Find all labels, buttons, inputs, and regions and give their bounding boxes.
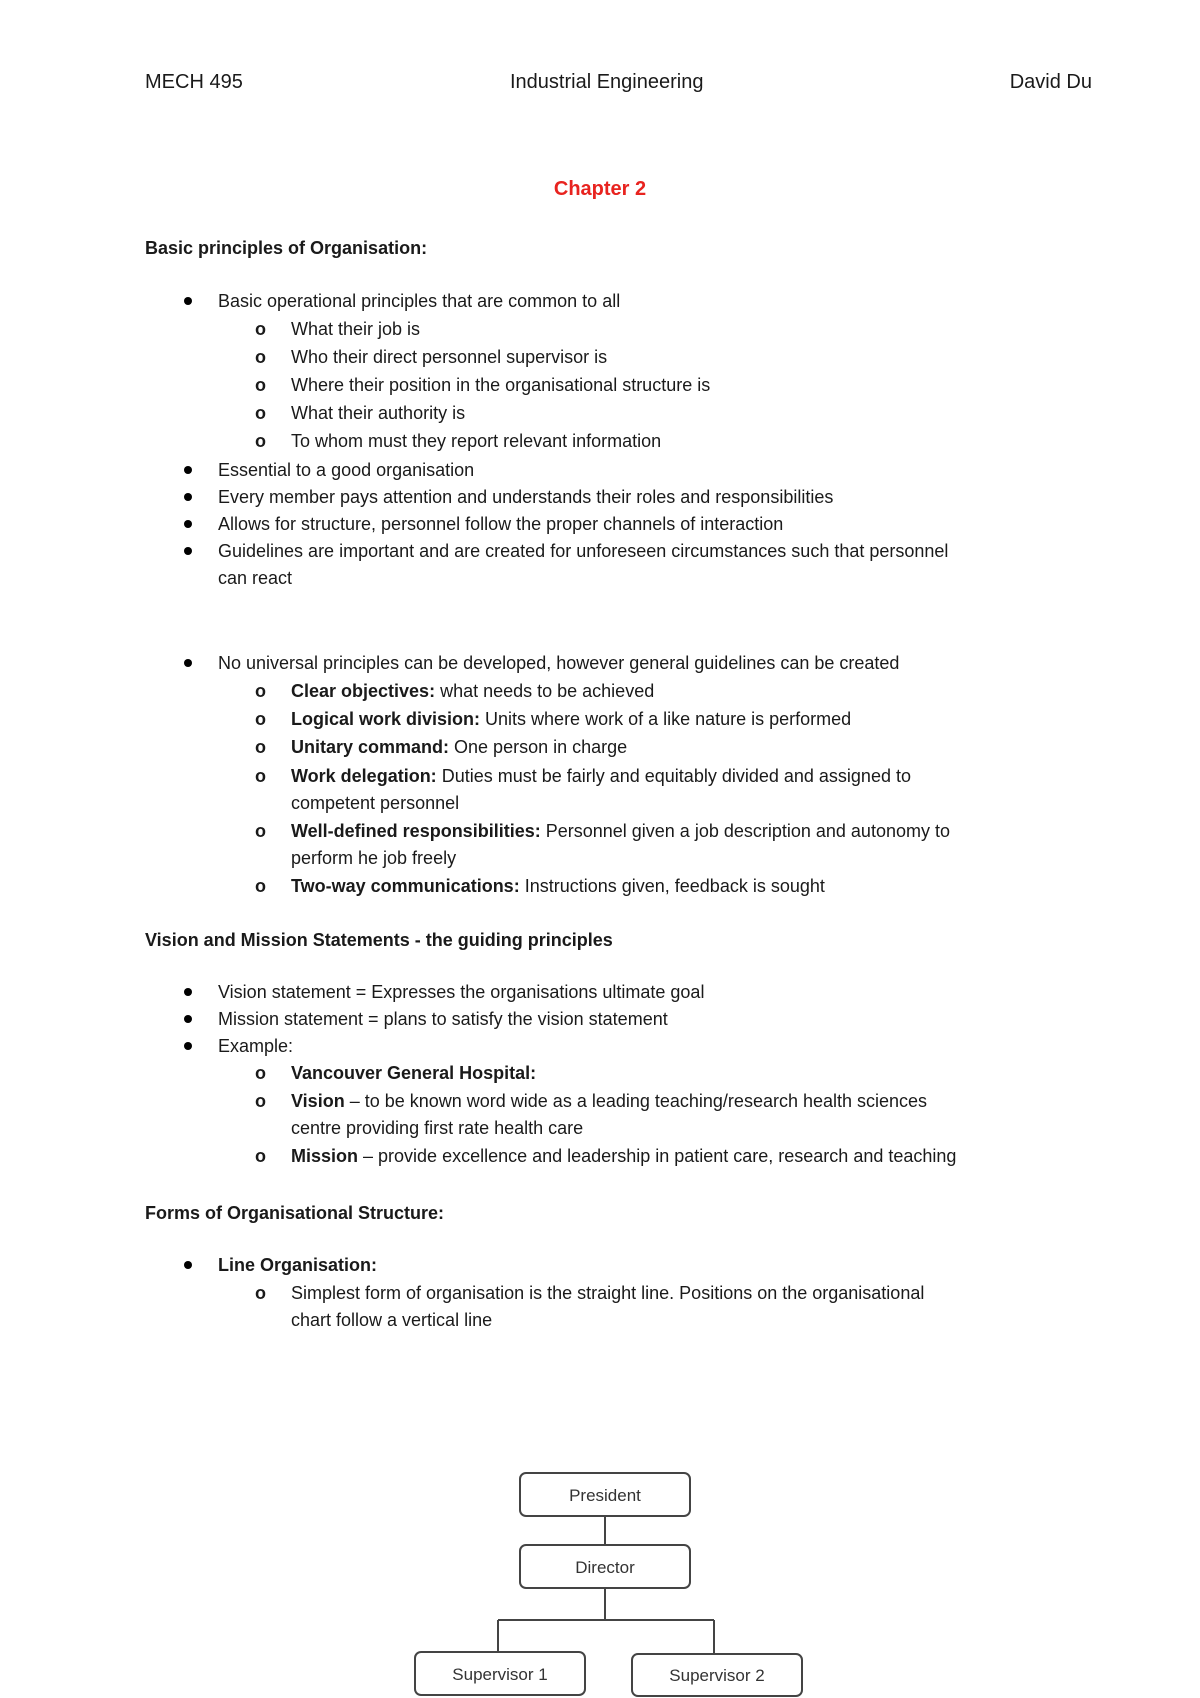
- list-item: Line Organisation:: [218, 1255, 378, 1275]
- sub-bullet-marker: o: [255, 403, 266, 423]
- header-subject: Industrial Engineering: [510, 71, 704, 93]
- header-course: MECH 495: [145, 71, 243, 93]
- sub-list-item-continuation: perform he job freely: [291, 848, 457, 868]
- org-node-president: President: [569, 1486, 641, 1505]
- sub-list-item: Where their position in the organisational structure is: [291, 375, 711, 395]
- section-heading-forms: Forms of Organisational Structure:: [145, 1203, 445, 1223]
- sub-list-item-continuation: chart follow a vertical line: [291, 1310, 493, 1330]
- sub-bullet-marker: o: [255, 375, 266, 395]
- list-item-continuation: can react: [218, 568, 293, 588]
- sub-list-item: Clear objectives: what needs to be achieved: [291, 681, 655, 701]
- sub-list-item: Who their direct personnel supervisor is: [291, 347, 608, 367]
- sub-bullet-marker: o: [255, 1091, 266, 1111]
- list-item: Example:: [218, 1036, 294, 1056]
- sub-list-item: What their job is: [291, 319, 421, 339]
- sub-bullet-marker: o: [255, 1063, 266, 1083]
- sub-bullet-marker: o: [255, 431, 266, 451]
- list-item: Every member pays attention and understands their roles and responsibilities: [218, 487, 834, 507]
- sub-bullet-marker: o: [255, 1283, 266, 1303]
- sub-list-item: Mission – provide excellence and leadership in patient care, research and teaching: [291, 1146, 957, 1166]
- list-item: Vision statement = Expresses the organisations ultimate goal: [218, 982, 705, 1002]
- sub-list-item: Work delegation: Duties must be fairly and equitably divided and assigned to: [291, 766, 911, 786]
- sub-bullet-marker: o: [255, 766, 266, 786]
- org-node-supervisor-1: Supervisor 1: [452, 1665, 548, 1684]
- sub-list-item-continuation: centre providing first rate health care: [291, 1118, 584, 1138]
- sub-bullet-marker: o: [255, 821, 266, 841]
- list-item: No universal principles can be developed, however general guidelines can be created: [218, 653, 900, 673]
- org-node-supervisor-2: Supervisor 2: [669, 1666, 765, 1685]
- list-item: Basic operational principles that are common to all: [218, 291, 621, 311]
- section-heading-basic-principles: Basic principles of Organisation:: [145, 238, 428, 258]
- sub-bullet-marker: o: [255, 737, 266, 757]
- sub-list-item: Vision – to be known word wide as a leading teaching/research health sciences: [291, 1091, 928, 1111]
- sub-list-item-continuation: competent personnel: [291, 793, 460, 813]
- sub-bullet-marker: o: [255, 1146, 266, 1166]
- org-node-director: Director: [575, 1558, 635, 1577]
- sub-list-item: Well-defined responsibilities: Personnel given a job description and autonomy to: [291, 821, 950, 841]
- section-heading-vision-mission: Vision and Mission Statements - the guiding principles: [145, 930, 613, 950]
- sub-list-item: Two-way communications: Instructions given, feedback is sought: [291, 876, 825, 896]
- list-item: Allows for structure, personnel follow the proper channels of interaction: [218, 514, 784, 534]
- sub-list-item: To whom must they report relevant information: [291, 431, 662, 451]
- sub-bullet-marker: o: [255, 709, 266, 729]
- sub-list-item: Logical work division: Units where work of a like nature is performed: [291, 709, 852, 729]
- sub-bullet-marker: o: [255, 319, 266, 339]
- sub-list-item: Unitary command: One person in charge: [291, 737, 628, 757]
- sub-list-item: What their authority is: [291, 403, 466, 423]
- list-item: Guidelines are important and are created for unforeseen circumstances such that personnel: [218, 541, 949, 561]
- sub-bullet-marker: o: [255, 347, 266, 367]
- sub-bullet-marker: o: [255, 876, 266, 896]
- list-item: Mission statement = plans to satisfy the vision statement: [218, 1009, 668, 1029]
- list-item: Essential to a good organisation: [218, 460, 475, 480]
- sub-bullet-marker: o: [255, 681, 266, 701]
- sub-list-item: Vancouver General Hospital:: [291, 1063, 537, 1083]
- header-author: David Du: [1009, 71, 1092, 93]
- chapter-title: Chapter 2: [553, 178, 647, 200]
- sub-list-item: Simplest form of organisation is the straight line. Positions on the organisational: [291, 1283, 925, 1303]
